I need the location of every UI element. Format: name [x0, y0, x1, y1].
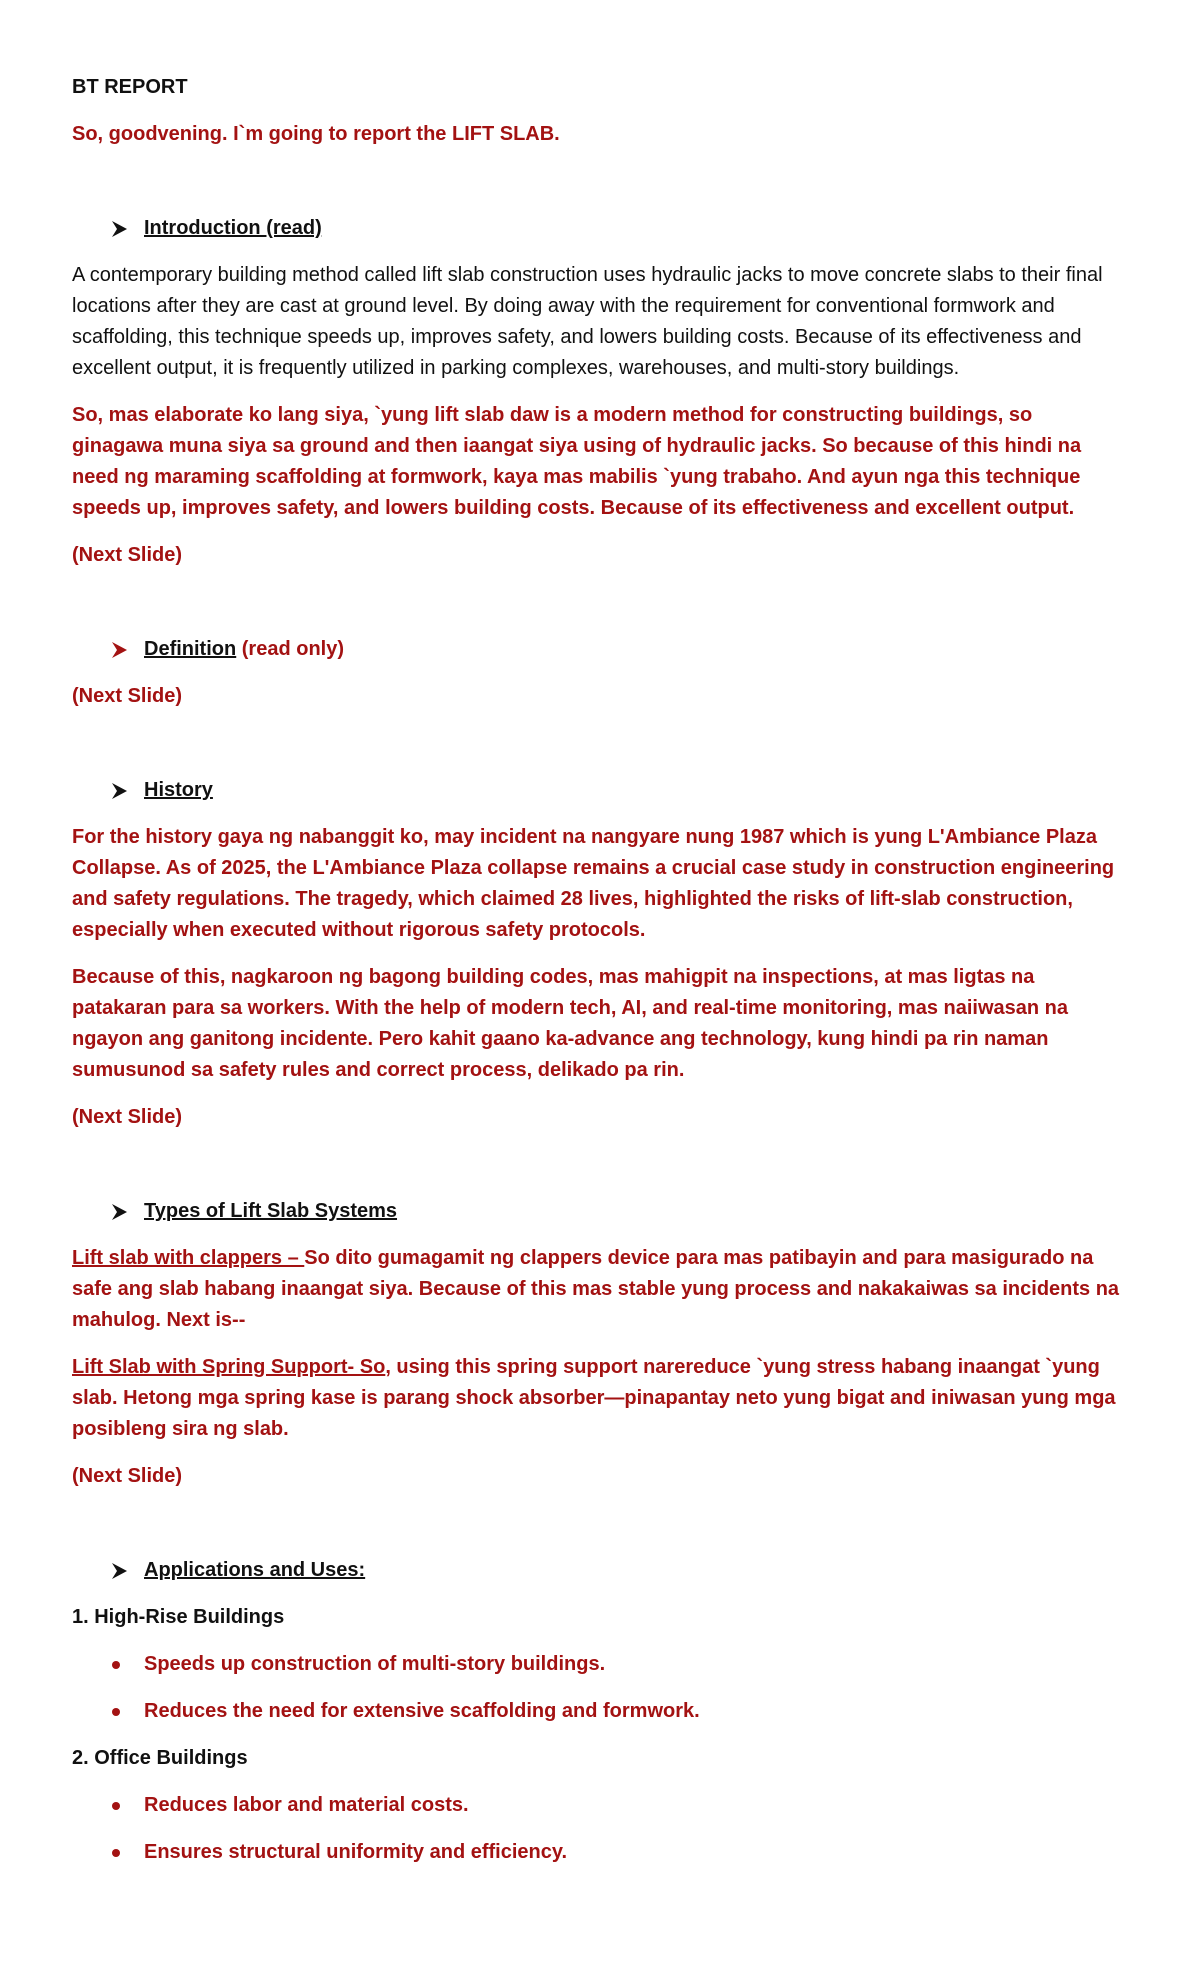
document-title: BT REPORT [72, 76, 188, 98]
next-slide-marker: (Next Slide) [72, 1106, 183, 1128]
bullet-dot-icon [110, 1837, 144, 1868]
arrow-bullet-icon [110, 220, 144, 238]
arrow-bullet-icon [110, 782, 144, 800]
bullet-dot-icon [110, 1649, 144, 1680]
introduction-body: A contemporary building method called lift slab construction uses hydraulic jacks to move concrete slabs to their final locations after they are cast at ground level. By doing away with the requirement for conventional formwork and scaffolding, this technique speeds up, improves safety, and lowers building costs. Because of its effectiveness and excellent output, it is frequently utilized in parking complexes, warehouses, and multi-story buildings. [72, 264, 1103, 379]
type-description: So dito gumagamit ng clappers device para mas patibayin and para masigurado na safe ang slab habang inaangat siya. Because of this mas stable yung process and nakakaiwas sa incidents na mahulog. Next is-- [72, 1247, 1120, 1331]
application-group-title: 2. Office Buildings [72, 1747, 248, 1769]
bullet-text: Reduces the need for extensive scaffolding and formwork. [144, 1700, 700, 1722]
section-title: History [144, 779, 213, 801]
arrow-bullet-icon [110, 1562, 144, 1580]
list-item [72, 1837, 1128, 1868]
bullet-text: Speeds up construction of multi-story buildings. [144, 1653, 606, 1675]
definition-note: (read only) [236, 638, 345, 660]
section-heading-applications [72, 1555, 1128, 1586]
section-heading-history [72, 775, 1128, 806]
introduction-notes: So, mas elaborate ko lang siya, `yung lift slab daw is a modern method for constructing buildings, so ginagawa muna siya sa ground and then iaangat siya using of hydraulic jacks. So because of this hindi na need ng maraming scaffolding at formwork, kaya mas mabilis `yung trabaho. And ayun nga this technique speeds up, improves safety, and lowers building costs. Because of its effectiveness and excellent output. [72, 404, 1082, 519]
section-title: Applications and Uses: [144, 1559, 366, 1581]
history-paragraph-2: Because of this, nagkaroon ng bagong building codes, mas mahigpit na inspections, at mas ligtas na patakaran para sa workers. With the help of modern tech, AI, and real-time monitoring, mas naiiwasan na ngayon ang ganitong incidente. Pero kahit gaano ka-advance ang technology, kung hindi pa rin naman sumusunod sa safety rules and correct process, delikado pa rin. [72, 966, 1068, 1081]
list-item [72, 1696, 1128, 1727]
next-slide-marker: (Next Slide) [72, 1465, 183, 1487]
type-label: Lift slab with clappers – [72, 1247, 305, 1269]
type-item-clappers [72, 1243, 1128, 1336]
section-title: Types of Lift Slab Systems [144, 1200, 398, 1222]
type-label: Lift Slab with Spring Support- So [72, 1356, 386, 1378]
section-title: Introduction (read) [144, 217, 322, 239]
list-item [72, 1649, 1128, 1680]
list-item [72, 1790, 1128, 1821]
next-slide-marker: (Next Slide) [72, 685, 183, 707]
type-description: , using this spring support narereduce `yung stress habang inaangat `yung slab. Hetong mga spring kase is parang shock absorber—pinapantay neto yung bigat and iniwasan yung mga posibleng sira ng slab. [72, 1356, 1116, 1440]
section-heading-types [72, 1196, 1128, 1227]
section-title: Definition [144, 638, 237, 660]
arrow-bullet-icon [110, 641, 144, 659]
section-heading-definition [72, 634, 1128, 665]
bullet-dot-icon [110, 1790, 144, 1821]
history-paragraph-1: For the history gaya ng nabanggit ko, may incident na nangyare nung 1987 which is yung L'Ambiance Plaza Collapse. As of 2025, the L'Ambiance Plaza collapse remains a crucial case study in construction engineering and safety regulations. The tragedy, which claimed 28 lives, highlighted the risks of lift-slab construction, especially when executed without rigorous safety protocols. [72, 826, 1115, 941]
application-group-title: 1. High-Rise Buildings [72, 1606, 285, 1628]
bullet-text: Reduces labor and material costs. [144, 1794, 469, 1816]
bullet-dot-icon [110, 1696, 144, 1727]
bullet-text: Ensures structural uniformity and efficiency. [144, 1841, 568, 1863]
opening-line: So, goodvening. I`m going to report the LIFT SLAB. [72, 123, 560, 145]
section-heading-introduction [72, 213, 1128, 244]
type-item-spring-support [72, 1352, 1128, 1445]
arrow-bullet-icon [110, 1203, 144, 1221]
next-slide-marker: (Next Slide) [72, 544, 183, 566]
